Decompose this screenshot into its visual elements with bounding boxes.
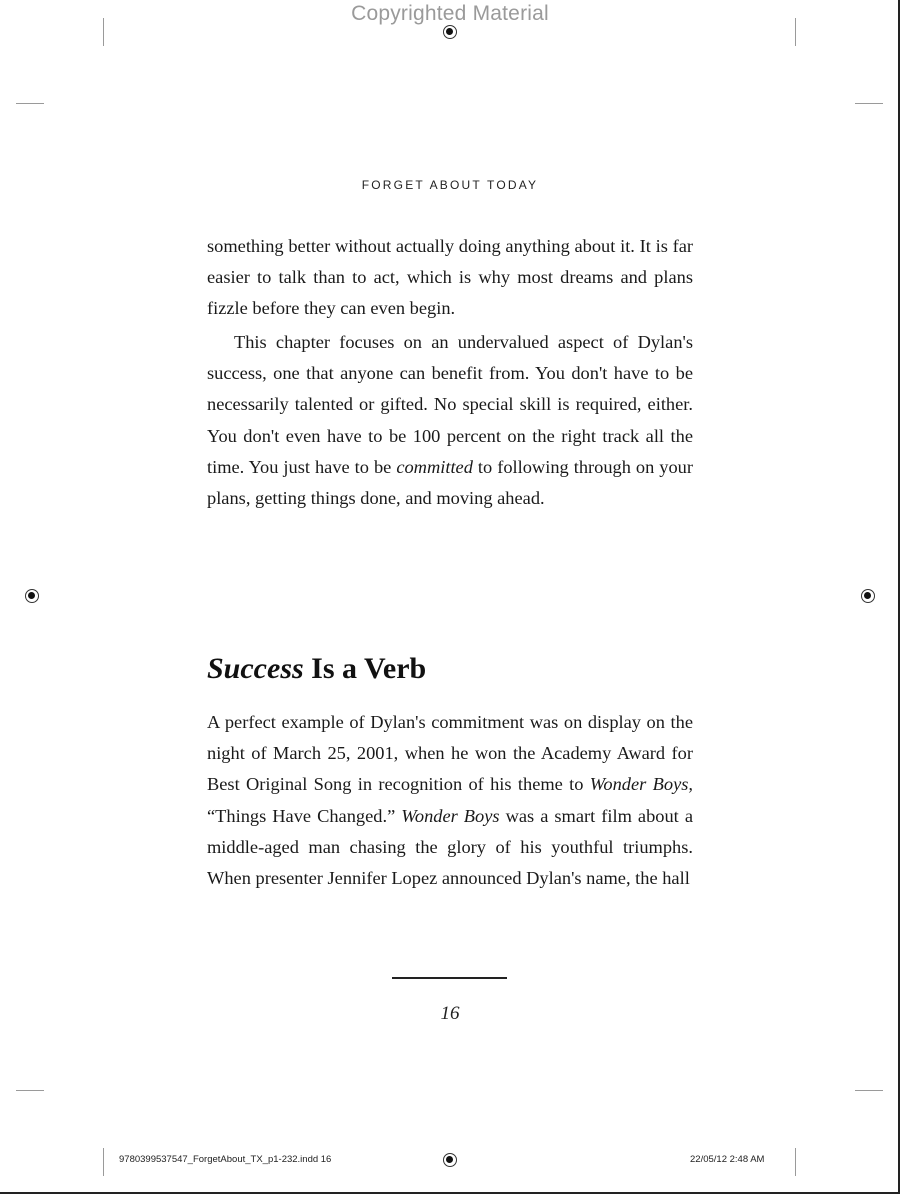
section-heading-rest: Is a Verb xyxy=(303,652,427,685)
crop-mark-left-upper xyxy=(16,103,44,104)
italic-text-run: Wonder Boys xyxy=(401,805,500,826)
registration-mark-top xyxy=(443,25,457,39)
running-head: FORGET ABOUT TODAY xyxy=(361,178,539,192)
slug-filename: 9780399537547_ForgetAbout_TX_p1-232.indd 16 xyxy=(119,1154,332,1165)
registration-mark-bottom xyxy=(443,1153,457,1167)
crop-mark-right-upper xyxy=(855,103,883,104)
text-run: to following through on your plans, getting things done, and moving ahead. xyxy=(207,456,693,509)
registration-mark-right xyxy=(861,589,875,603)
italic-text-run: committed xyxy=(396,456,473,477)
crop-mark-bottom-left xyxy=(103,1148,104,1176)
crop-mark-top-left xyxy=(103,18,104,46)
page-number: 16 xyxy=(440,1003,460,1024)
text-run: “Things Have Changed.” xyxy=(207,805,402,826)
footer-rule xyxy=(392,977,507,979)
text-run: was a smart film about a middle-aged man chasing the glory of his youthful triumphs. When presenter Jennifer Lopez announced Dylan's name, the hall xyxy=(207,805,693,889)
section-heading-italic: Success xyxy=(207,652,304,685)
registration-mark-left xyxy=(25,589,39,603)
text-run: something better without actually doing anything about it. It is far easier to talk than to act, which is why most dreams and plans fizzle before they can even begin. xyxy=(207,236,693,319)
text-run: This chapter focuses on an undervalued aspect of Dylan's success, one that anyone can benefit from. You don't have to be necessarily talented or gifted. No special skill is required, either. You don't even have to be 100 percent on the right track all the time. You just have to be xyxy=(207,332,693,477)
slug-timestamp: 22/05/12 2:48 AM xyxy=(690,1154,765,1165)
body-paragraph xyxy=(207,327,693,514)
crop-mark-right-lower xyxy=(855,1090,883,1091)
crop-mark-left-lower xyxy=(16,1090,44,1091)
italic-text-run: Wonder Boys, xyxy=(589,774,693,795)
body-paragraph xyxy=(207,707,693,894)
crop-mark-bottom-right xyxy=(795,1148,796,1176)
section-heading xyxy=(207,652,426,686)
body-paragraph xyxy=(207,231,693,325)
crop-mark-top-right xyxy=(795,18,796,46)
copyright-watermark: Copyrighted Material xyxy=(351,2,549,25)
text-run: A perfect example of Dylan's commitment was on display on the night of March 25, 2001, when he won the Academy Award for Best Original Song in recognition of his theme to xyxy=(207,712,693,795)
